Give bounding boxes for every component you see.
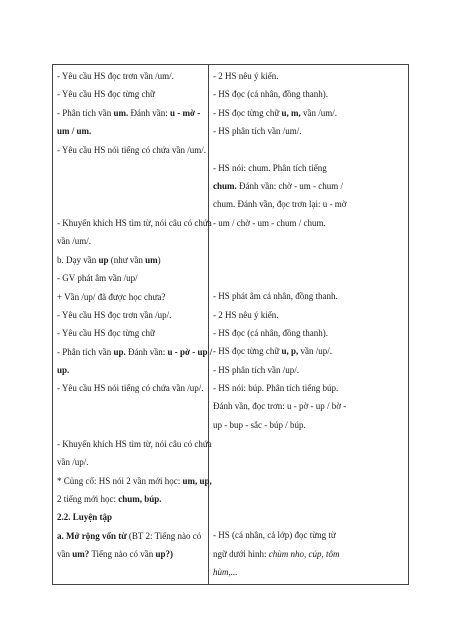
new-rhymes: um, up, bbox=[182, 475, 212, 486]
spacer bbox=[213, 141, 405, 159]
text-line: - Khuyến khích HS tìm từ, nói câu có chứa bbox=[57, 217, 212, 228]
text-line: - HS đọc (cá nhân, đồng thanh). bbox=[213, 89, 328, 100]
text-span: vần /up/. bbox=[298, 346, 333, 357]
text-span: 2 tiếng mới học: bbox=[57, 494, 119, 505]
text-span: - Phân tích vần bbox=[57, 107, 114, 118]
text-span: vần bbox=[57, 549, 73, 560]
new-words: chum, búp. bbox=[118, 494, 162, 505]
section-title: 2.2. Luyện tập bbox=[57, 512, 113, 523]
text-span: b. Dạy vần bbox=[57, 254, 99, 265]
text-line bbox=[57, 104, 205, 122]
rhyme-um: um bbox=[145, 254, 158, 265]
text-span: ngữ dưới hình: bbox=[213, 548, 269, 559]
text-line bbox=[57, 490, 205, 508]
text-line: - Yêu cầu HS đọc trơn vần /up/. bbox=[57, 309, 172, 320]
teacher-activities-column bbox=[57, 67, 213, 564]
text-line bbox=[213, 545, 405, 563]
text-line: - 2 HS nêu ý kiến. bbox=[213, 309, 279, 320]
rhyme-um: um. bbox=[113, 107, 129, 118]
picture-words: chùm nho, cúp, tôm bbox=[268, 548, 340, 559]
section-heading bbox=[57, 508, 205, 526]
text-span: * Củng cố: HS nói 2 vần mới học: bbox=[57, 475, 183, 486]
text-line: Đánh vần, đọc trơn: u - pờ - up / bờ - bbox=[213, 401, 347, 412]
text-line: - Yêu cầu HS đọc từng chữ bbox=[57, 89, 155, 100]
text-line: chum. Đánh vần, đọc trơn lại: u - mờ bbox=[213, 199, 347, 210]
spelling: u - mờ - bbox=[170, 107, 201, 118]
spacer bbox=[57, 398, 205, 435]
column-divider bbox=[208, 64, 209, 585]
text-span: - Phân tích vần bbox=[57, 346, 114, 357]
text-line bbox=[57, 545, 205, 563]
text-line bbox=[57, 527, 205, 545]
letters: u, p, bbox=[281, 346, 299, 357]
text-line: - Yêu cầu HS nói tiếng có chứa vần /um/. bbox=[57, 144, 207, 155]
text-line bbox=[57, 343, 213, 361]
text-span: (BT 2: Tiếng nào có bbox=[126, 530, 202, 541]
text-line: - HS nói: chum. Phân tích tiếng bbox=[213, 162, 327, 173]
text-line bbox=[213, 104, 405, 122]
text-line: + Vần /up/ đã được học chưa? bbox=[57, 291, 166, 302]
text-line: - HS phát âm cá nhân, đồng thanh. bbox=[213, 291, 338, 302]
text-line bbox=[57, 251, 205, 269]
text-line: - HS nói: búp. Phân tích tiếng búp. bbox=[213, 383, 339, 394]
text-line bbox=[57, 361, 205, 379]
rhyme-up: up. bbox=[113, 346, 126, 357]
text-line: - um / chờ - um - chum / chum. bbox=[213, 217, 326, 228]
spacer bbox=[57, 159, 205, 214]
letters: u, m, bbox=[281, 107, 301, 118]
text-span: Đánh vần: bbox=[128, 107, 171, 118]
rhyme-um: um? bbox=[72, 549, 90, 560]
text-line bbox=[213, 563, 405, 581]
text-line bbox=[213, 342, 405, 360]
text-line: vần /um/. bbox=[57, 236, 91, 247]
word-chum: chum. bbox=[213, 180, 237, 191]
rhyme-up: up?) bbox=[155, 549, 174, 560]
text-span: Đánh vần: bbox=[125, 346, 168, 357]
text-line: - HS phân tích vần /um/. bbox=[213, 126, 302, 137]
spelling: um / um. bbox=[57, 126, 92, 137]
student-activities-column bbox=[213, 67, 405, 581]
text-span: vần /um/. bbox=[300, 107, 338, 118]
spelling: up. bbox=[57, 365, 70, 376]
spelling: u - pờ - up / bbox=[167, 346, 213, 357]
text-line: up - bup - sắc - búp / búp. bbox=[213, 419, 306, 430]
text-line bbox=[57, 122, 205, 140]
text-line: - HS (cá nhân, cả lớp) đọc từng từ bbox=[213, 530, 336, 541]
text-line bbox=[57, 472, 212, 490]
text-span: Tiếng nào có vần bbox=[89, 549, 156, 560]
text-span: (như vần bbox=[108, 254, 146, 265]
picture-words: hùm,... bbox=[213, 567, 238, 578]
text-span: ) bbox=[157, 254, 161, 265]
text-span: - HS đọc từng chữ bbox=[213, 346, 282, 357]
text-line bbox=[213, 177, 405, 195]
text-line: - HS đọc (cá nhân, đồng thanh). bbox=[213, 327, 328, 338]
text-span: - HS đọc từng chữ bbox=[213, 107, 282, 118]
text-line: - Khuyến khích HS tìm từ, nói câu có chứa bbox=[57, 438, 212, 449]
text-line: - Yêu cầu HS đọc từng chữ bbox=[57, 328, 155, 339]
text-span: Đánh vần: chờ - um - chum / bbox=[236, 180, 343, 191]
text-line: - GV phát âm vần /up/ bbox=[57, 273, 138, 284]
text-line: - HS phân tích vần /up/. bbox=[213, 364, 299, 375]
spacer bbox=[213, 232, 405, 287]
text-line: vần /up/. bbox=[57, 457, 89, 468]
text-line: - Yêu cầu HS nói tiếng có chứa vần /up/. bbox=[57, 383, 204, 394]
spacer bbox=[213, 434, 405, 526]
exercise-title: a. Mở rộng vốn từ bbox=[57, 530, 127, 541]
text-line: - Yêu cầu HS đọc trơn vần /um/. bbox=[57, 71, 174, 81]
rhyme-up: up bbox=[98, 254, 109, 265]
text-line: - 2 HS nêu ý kiến. bbox=[213, 71, 279, 81]
